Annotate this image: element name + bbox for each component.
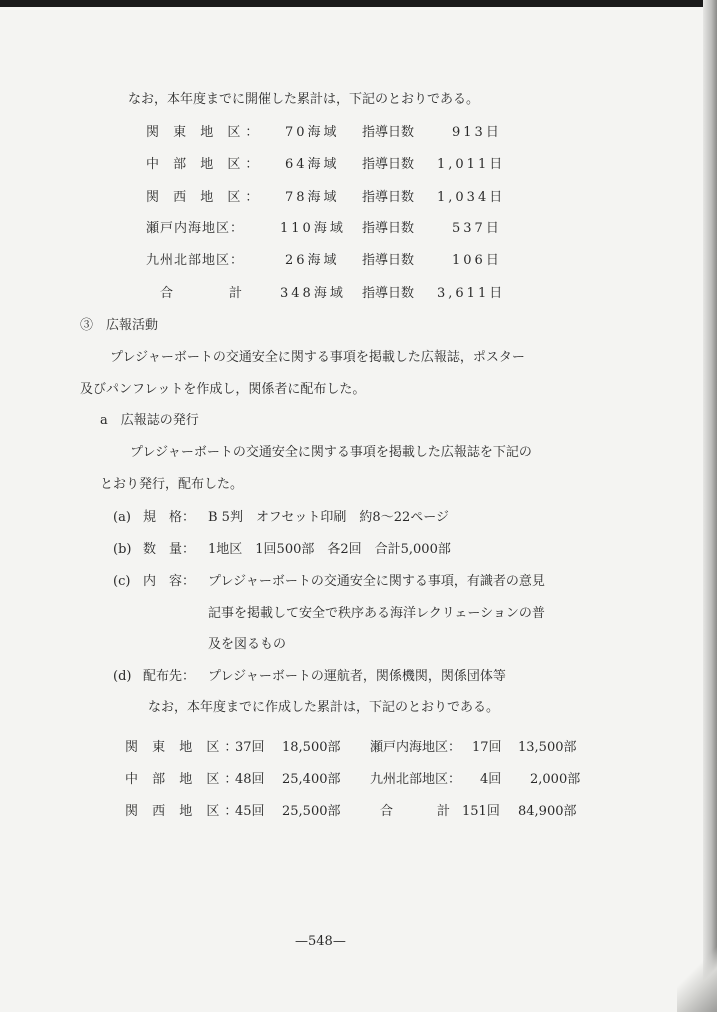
page-curl: [677, 942, 717, 1012]
days-count: 1,011日: [437, 157, 506, 172]
area-label: 九州北部地区：: [146, 253, 245, 268]
item-marker: (c): [113, 574, 131, 589]
copies-count: 25,500部: [282, 804, 341, 819]
area-label: 関 西 地 区：: [146, 190, 264, 205]
paragraph-line: 及びパンフレットを作成し，関係者に配布した。: [80, 382, 366, 397]
times-count: 45回: [235, 804, 265, 819]
copies-count: 18,500部: [282, 740, 341, 755]
intro-text-1: なお，本年度までに開催した累計は，下記のとおりである。: [128, 92, 480, 107]
intro-text-2: なお，本年度までに作成した累計は，下記のとおりである。: [148, 700, 500, 715]
item-text: 及を図るもの: [208, 637, 287, 652]
item-text: プレジャーボートの運航者，関係機関，関係団体等: [208, 669, 506, 684]
copies-count: 25,400部: [282, 772, 341, 787]
area-label: 九州北部地区：: [370, 772, 462, 787]
sea-count: 348海域: [280, 286, 346, 301]
area-label: 関 西 地 区：: [125, 804, 243, 819]
paragraph-line: プレジャーボートの交通安全に関する事項を掲載した広報誌を下記の: [130, 445, 532, 460]
item-marker: (a): [113, 510, 131, 525]
copies-count: 13,500部: [518, 740, 577, 755]
area-label: 中 部 地 区：: [146, 157, 264, 172]
days-label: 指導日数: [362, 253, 415, 268]
item-text: B 5判 オフセット印刷 約8～22ページ: [208, 510, 449, 525]
times-count: 4回: [480, 772, 502, 787]
sea-count: 26海域: [285, 253, 340, 268]
scan-top-edge: [0, 0, 717, 7]
days-count: 3,611日: [437, 286, 506, 301]
subsection-heading: a 広報誌の発行: [100, 413, 199, 428]
copies-count: 84,900部: [518, 804, 577, 819]
item-marker: (d): [113, 669, 132, 684]
sea-count: 110海域: [280, 221, 346, 236]
times-count: 48回: [235, 772, 265, 787]
times-count: 17回: [472, 740, 502, 755]
sea-count: 78海域: [285, 190, 340, 205]
item-text: 1地区 1回500部 各2回 合計5,000部: [208, 542, 451, 557]
days-label: 指導日数: [362, 157, 415, 172]
days-label: 指導日数: [362, 221, 415, 236]
sea-count: 70海域: [285, 125, 340, 140]
days-label: 指導日数: [362, 125, 415, 140]
paragraph-line: とおり発行，配布した。: [100, 477, 244, 492]
days-label: 指導日数: [362, 286, 415, 301]
area-label: 関 東 地 区：: [125, 740, 243, 755]
total-label: 合 計: [380, 804, 457, 819]
copies-count: 2,000部: [530, 772, 581, 787]
days-label: 指導日数: [362, 190, 415, 205]
page-number: —548—: [295, 934, 346, 949]
days-count: 537日: [452, 221, 502, 236]
paragraph-line: プレジャーボートの交通安全に関する事項を掲載した広報誌，ポスター: [110, 350, 525, 365]
area-label: 関 東 地 区：: [146, 125, 264, 140]
times-count: 151回: [462, 804, 500, 819]
item-text: プレジャーボートの交通安全に関する事項，有識者の意見: [208, 574, 545, 589]
item-label: 規 格：: [143, 510, 196, 525]
item-marker: (b): [113, 542, 132, 557]
item-label: 配布先：: [143, 669, 196, 684]
item-text: 記事を掲載して安全で秩序ある海洋レクリェーションの普: [208, 606, 545, 621]
area-label: 瀬戸内海地区：: [146, 221, 245, 236]
item-label: 内 容：: [143, 574, 196, 589]
area-label: 中 部 地 区：: [125, 772, 243, 787]
times-count: 37回: [235, 740, 265, 755]
days-count: 913日: [452, 125, 502, 140]
days-count: 1,034日: [437, 190, 506, 205]
scan-right-edge: [703, 0, 717, 1012]
area-label: 瀬戸内海地区：: [370, 740, 462, 755]
item-label: 数 量：: [143, 542, 196, 557]
days-count: 106日: [452, 253, 502, 268]
section-heading: ③ 広報活動: [80, 318, 159, 333]
sea-count: 64海域: [285, 157, 340, 172]
total-label: 合 計: [160, 286, 253, 301]
